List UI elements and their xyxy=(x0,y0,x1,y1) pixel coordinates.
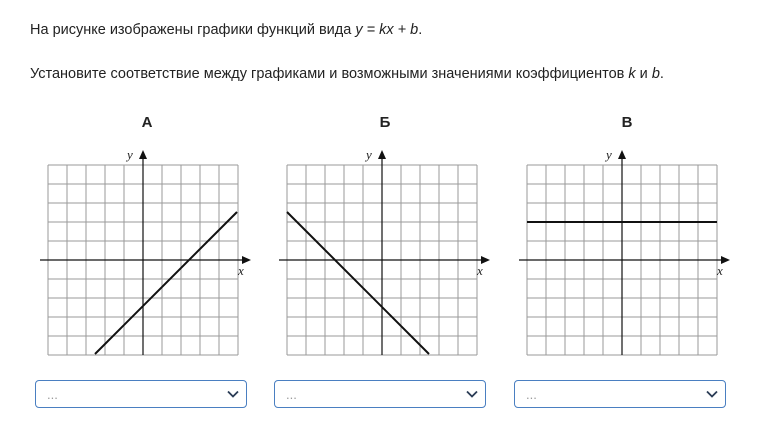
graph-a-y-label: y xyxy=(127,147,133,162)
coefficient-b: b xyxy=(651,66,660,82)
chevron-down-icon xyxy=(466,389,478,399)
question-line-1 xyxy=(30,22,422,38)
answer-select-b[interactable] xyxy=(274,380,486,408)
graph-b-x-label: x xyxy=(477,263,483,278)
answer-select-a[interactable] xyxy=(35,380,247,408)
graph-b-function-line xyxy=(287,212,429,354)
question-text-end: . xyxy=(418,22,423,38)
select-a-value: ... xyxy=(47,387,58,402)
graph-b-y-label: y xyxy=(366,147,372,162)
graph-c-y-label: y xyxy=(606,147,612,162)
instruction-text: Установите соответствие между графиками и возможными значениями коэффициентов xyxy=(30,66,629,82)
coefficient-k: k xyxy=(628,66,636,82)
select-b-value: ... xyxy=(286,387,297,402)
graph-a-y-arrow-icon xyxy=(139,150,147,159)
instruction-conjunction: и xyxy=(635,66,652,82)
chevron-down-icon xyxy=(227,389,239,399)
graph-a xyxy=(38,146,253,362)
question-line-2 xyxy=(30,66,664,82)
graph-a-label: А xyxy=(141,114,153,131)
select-c-value: ... xyxy=(526,387,537,402)
graph-c-x-label: x xyxy=(717,263,723,278)
answer-select-c[interactable] xyxy=(514,380,726,408)
chevron-down-icon xyxy=(706,389,718,399)
graph-b-y-arrow-icon xyxy=(378,150,386,159)
graph-a-x-label: x xyxy=(238,263,244,278)
graph-c-y-arrow-icon xyxy=(618,150,626,159)
graph-b-label: Б xyxy=(379,114,391,131)
graph-c-label: В xyxy=(621,114,633,131)
graph-c xyxy=(517,146,732,362)
instruction-text-end: . xyxy=(659,66,664,82)
graph-a-function-line xyxy=(95,212,237,354)
graph-b xyxy=(277,146,492,362)
formula: y = kx + b xyxy=(355,22,419,38)
question-text: На рисунке изображены графики функций вида xyxy=(30,22,356,38)
